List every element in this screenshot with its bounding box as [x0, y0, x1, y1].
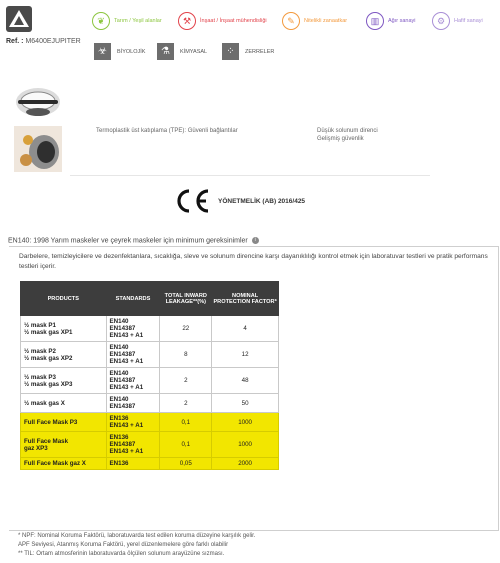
leakage-cell: 0,05 [160, 458, 212, 470]
sector-construction [178, 12, 267, 30]
standards-cell: EN136 EN14387 EN143 + A1 [106, 432, 160, 458]
leakage-cell: 2 [160, 394, 212, 413]
hazard-particles [222, 43, 274, 60]
product-cell: Full Face Mask P3 [21, 413, 107, 432]
chemical-icon: ⚗ [157, 43, 174, 60]
standards-cell: EN136 EN143 + A1 [106, 413, 160, 432]
hazard-biological [94, 43, 145, 60]
hazard-label: ZERRELER [245, 48, 275, 55]
factor-cell: 12 [212, 342, 279, 368]
leakage-cell: 0,1 [160, 432, 212, 458]
factor-cell: 48 [212, 368, 279, 394]
sector-label: Hafif sanayi [454, 18, 483, 24]
factor-cell: 1000 [212, 413, 279, 432]
feature-item: Gelişmiş güvenlik [317, 136, 364, 142]
header-products: PRODUCTS [21, 282, 107, 316]
factor-cell: 4 [212, 316, 279, 342]
leakage-cell: 22 [160, 316, 212, 342]
ref-value: M6400EJUPITER [25, 38, 81, 45]
mask-straps-image [14, 85, 62, 119]
product-cell: Full Face Mask gaz XP3 [21, 432, 107, 458]
sector-craftsman [282, 12, 347, 30]
brand-logo [6, 6, 32, 32]
sector-agriculture [92, 12, 162, 30]
standard-title [8, 237, 259, 244]
product-cell: ½ mask P3 ½ mask gas XP3 [21, 368, 107, 394]
table-row [21, 342, 279, 368]
table-row-highlighted [21, 458, 279, 470]
product-cell: ½ mask gas X [21, 394, 107, 413]
standards-cell: EN136 [106, 458, 160, 470]
table-row-highlighted [21, 432, 279, 458]
crane-icon: ⚒ [178, 12, 196, 30]
table-row [21, 394, 279, 413]
factor-cell: 2000 [212, 458, 279, 470]
table-row [21, 368, 279, 394]
brand-triangle-logo-icon [6, 6, 32, 32]
standard-title-text: EN140: 1998 Yarım maskeler ve çeyrek maskeler için minimum gereksinimler [8, 237, 248, 245]
reference [6, 38, 81, 45]
plant-icon: ❦ [92, 12, 110, 30]
factor-cell: 50 [212, 394, 279, 413]
particles-icon: ⁘ [222, 43, 239, 60]
gear-icon: ⚙ [432, 12, 450, 30]
protection-table [20, 281, 279, 470]
standards-cell: EN140 EN14387 EN143 + A1 [106, 316, 160, 342]
sector-heavy-industry [366, 12, 416, 30]
factor-cell: 1000 [212, 432, 279, 458]
table-header-row [21, 282, 279, 316]
standard-description: Darbelere, temizleyicilere ve dezenfektanlara, sıcaklığa, sleve ve solunum direncine karşı dayanıklılığı kontrol etmek için laboratuvar testleri ve pratik performans testleri içerir. [19, 253, 488, 270]
leakage-cell: 8 [160, 342, 212, 368]
sector-light-industry [432, 12, 483, 30]
wrench-icon: ✎ [282, 12, 300, 30]
hazard-label: KİMYASAL [180, 48, 208, 55]
footnote: APF Seviyesi, Atanmış Koruma Faktörü, yerel düzenlemelere göre farklı olabilir [18, 542, 229, 549]
divider [70, 175, 430, 176]
sector-label: Nitelikli zanaatkar [304, 18, 348, 24]
sector-label: Ağır sanayi [388, 18, 416, 24]
product-cell: Full Face Mask gaz X [21, 458, 107, 470]
ce-mark-icon [175, 188, 211, 214]
material-description: Termoplastik üst katıplama (TPE): Güvenli bağlantılar [96, 128, 238, 134]
sector-label: İnşaat / İnşaat mühendisliği [200, 18, 267, 24]
regulation-label: YÖNETMELİK (AB) 2016/425 [218, 198, 306, 205]
leakage-cell: 2 [160, 368, 212, 394]
feature-item: Düşük solunum direnci [317, 128, 378, 134]
standards-cell: EN140 EN14387 EN143 + A1 [106, 368, 160, 394]
header-factor: NOMINAL PROTECTION FACTOR* [212, 282, 279, 316]
footnote: ** TIL: Ortam atmosferinin laboratuvarda ölçülen solunum arayüzüne sızması. [18, 551, 225, 558]
table-row-highlighted [21, 413, 279, 432]
ref-label: Ref. : [6, 38, 24, 45]
biohazard-icon: ☣ [94, 43, 111, 60]
standard-panel [9, 246, 499, 531]
standards-cell: EN140 EN14387 [106, 394, 160, 413]
header-leakage: TOTAL INWARD LEAKAGE**(%) [160, 282, 212, 316]
product-cell: ½ mask P2 ½ mask gas XP2 [21, 342, 107, 368]
footnotes [18, 532, 255, 560]
header-standards: STANDARDS [106, 282, 160, 316]
mask-closeup-image [14, 126, 62, 172]
footnote: * NPF: Nominal Koruma Faktörü, laboratuvarda test edilen koruma düzeyine karşılık gelir. [18, 533, 256, 539]
factory-icon: ▥ [366, 12, 384, 30]
standards-cell: EN140 EN14387 EN143 + A1 [106, 342, 160, 368]
hazard-chemical [157, 43, 207, 60]
product-cell: ½ mask P1 ½ mask gas XP1 [21, 316, 107, 342]
leakage-cell: 0,1 [160, 413, 212, 432]
hazard-label: BİYOLOJİK [117, 48, 146, 55]
info-icon[interactable]: i [252, 237, 259, 244]
sector-label: Tarım / Yeşil alanlar [114, 18, 162, 24]
table-row [21, 316, 279, 342]
